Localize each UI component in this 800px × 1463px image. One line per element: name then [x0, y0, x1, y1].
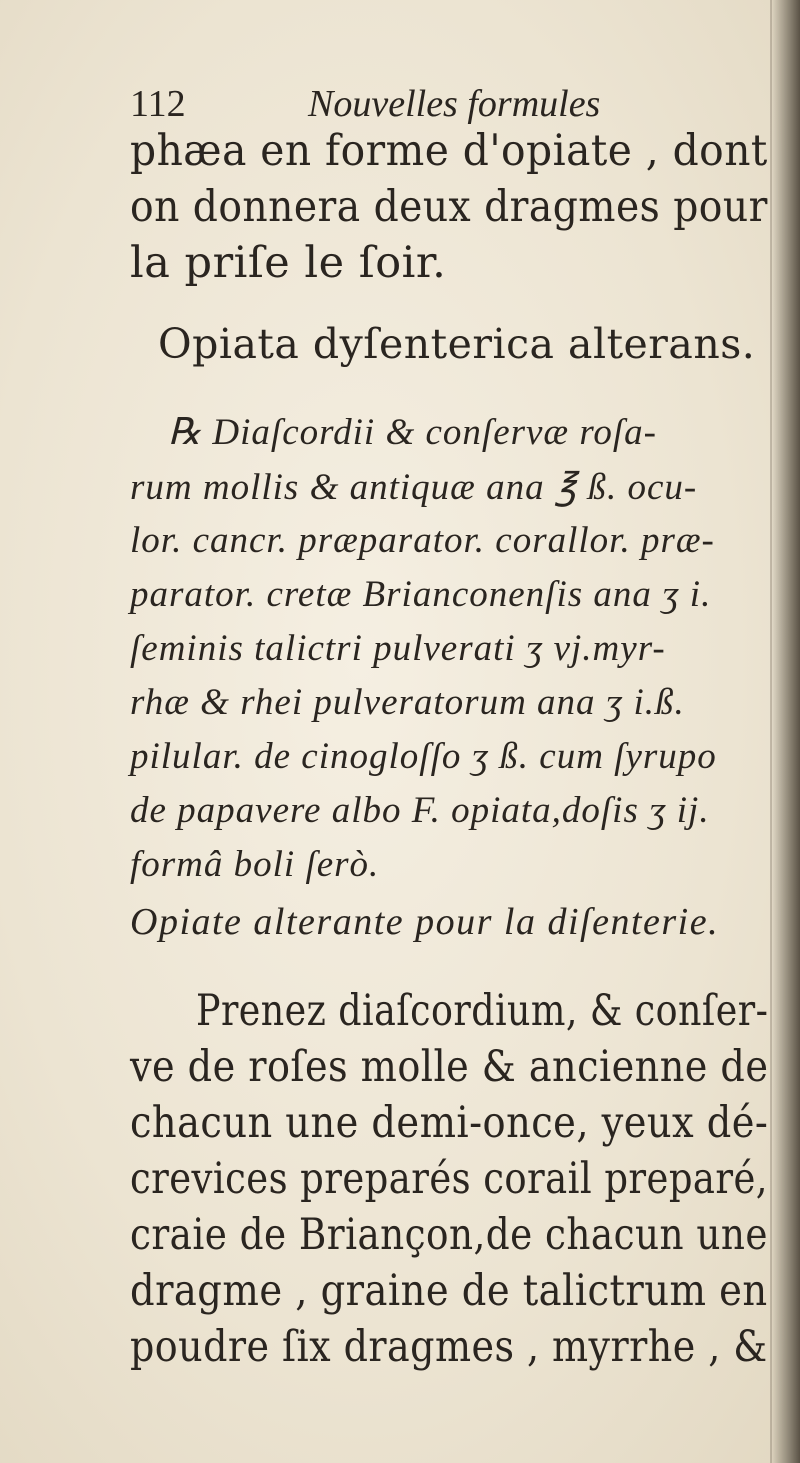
- latin-recipe-line: parator. cretæ Brianconenſis ana ʒ i.: [130, 574, 712, 615]
- latin-recipe-line: pilular. de cinogloſſo ʒ ß. cum ſyrupo: [130, 736, 717, 777]
- intro-line: phæa en forme d'opiate , dont: [130, 126, 768, 176]
- latin-recipe-line: ſeminis talictri pulverati ʒ vj.myr-: [130, 628, 666, 669]
- running-title: Nouvelles formules: [308, 83, 601, 125]
- page-gutter-line: [770, 0, 772, 1463]
- intro-line: on donnera deux dragmes pour: [130, 182, 768, 232]
- page-number: 112: [130, 83, 186, 125]
- latin-recipe-line: ℞ Diaſcordii & conſervæ roſa-: [168, 412, 657, 453]
- french-heading: Opiate alterante pour la diſenterie.: [130, 901, 720, 943]
- latin-recipe-line: formâ boli ſerò.: [130, 844, 380, 885]
- french-recipe-line: poudre ſix dragmes , myrrhe , &: [130, 1322, 768, 1372]
- latin-recipe-line: lor. cancr. præparator. corallor. præ-: [130, 520, 715, 561]
- french-recipe-line: dragme , graine de talictrum en: [130, 1266, 768, 1316]
- latin-recipe-line: rum mollis & antiquæ ana ℥ ß. ocu-: [130, 467, 698, 508]
- french-recipe-line: crevices preparés corail preparé,: [130, 1154, 768, 1204]
- latin-recipe-line: rhæ & rhei pulveratorum ana ʒ i.ß.: [130, 682, 685, 723]
- french-recipe-line: Prenez diaſcordium, & conſer-: [196, 986, 769, 1036]
- french-recipe-line: chacun une demi-once, yeux dé-: [130, 1098, 769, 1148]
- intro-line: la priſe le ſoir.: [130, 238, 447, 288]
- latin-heading: Opiata dyſenterica alterans.: [158, 320, 756, 368]
- latin-recipe-line: de papavere albo F. opiata,doſis ʒ ij.: [130, 790, 710, 831]
- french-recipe-line: craie de Briançon,de chacun une: [130, 1210, 768, 1260]
- french-recipe-line: ve de roſes molle & ancienne de: [130, 1042, 769, 1092]
- page-header: [130, 82, 730, 132]
- page-gutter-shadow: [770, 0, 800, 1463]
